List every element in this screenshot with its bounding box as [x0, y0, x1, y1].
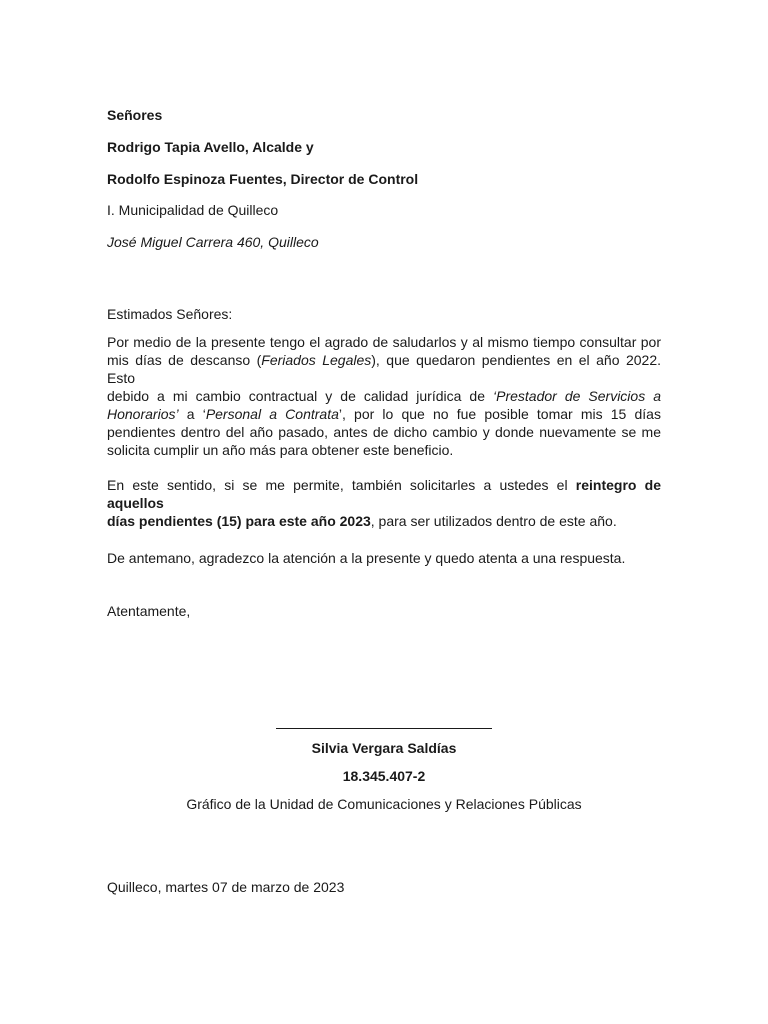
paragraph-1-line-5-text: pendientes dentro del año pasado, antes de dicho cambio y donde nuevamente se me — [107, 424, 661, 440]
recipient-director: Rodolfo Espinoza Fuentes, Director de Control — [107, 171, 419, 187]
body-paragraph-3: De antemano, agradezco la atención a la presente y quedo atenta a una respuesta. — [107, 550, 626, 566]
paragraph-1-line-2-text-a: mis días de descanso ( — [107, 352, 262, 368]
paragraph-1-line-4-italic-c: Personal a Contrata — [205, 406, 339, 422]
paragraph-1-line-3-text-a: debido a mi cambio contractual y de calidad jurídica de — [107, 388, 493, 404]
paragraph-1-line-2-italic: Feriados Legales — [261, 352, 372, 368]
paragraph-1-line-2 — [107, 351, 661, 387]
signature-line — [276, 728, 492, 729]
signatory-name: Silvia Vergara Saldías — [311, 740, 457, 756]
place-date: Quilleco, martes 07 de marzo de 2023 — [107, 879, 345, 895]
paragraph-1-line-4 — [107, 405, 661, 423]
body-paragraph-2 — [107, 476, 661, 530]
paragraph-1-line-1 — [107, 333, 661, 351]
paragraph-1-line-3-italic: ‘Prestador de Servicios a — [493, 388, 661, 404]
paragraph-1-line-5 — [107, 423, 661, 441]
paragraph-1-line-2-text-c: ), que quedaron pendientes en el año 2022. Esto — [107, 352, 661, 386]
signatory-id: 18.345.407-2 — [342, 768, 426, 784]
paragraph-2-line-1-bold: reintegro de aquellos — [107, 477, 661, 511]
paragraph-1-line-4-italic-a: Honorarios’ — [107, 406, 179, 422]
paragraph-1-line-3 — [107, 387, 661, 405]
paragraph-2-line-1-text: En este sentido, si se me permite, también solicitarles a ustedes el — [107, 477, 576, 493]
salutation-header: Señores — [107, 107, 163, 123]
closing: Atentamente, — [107, 603, 191, 619]
paragraph-2-line-1 — [107, 476, 661, 512]
paragraph-2-line-2-bold: días pendientes (15) para este año 2023 — [107, 513, 371, 529]
paragraph-1-line-4-text-b: a ‘ — [178, 406, 206, 422]
paragraph-1-line-4-text-d: ’, por lo que no fue posible tomar mis 15 días — [338, 406, 661, 422]
signatory-role: Gráfico de la Unidad de Comunicaciones y Relaciones Públicas — [186, 796, 582, 812]
body-paragraph-1 — [107, 333, 661, 459]
paragraph-1-line-6 — [107, 441, 661, 459]
paragraph-1-line-1-text: Por medio de la presente tengo el agrado de saludarlos y al mismo tiempo consultar por — [107, 334, 661, 350]
paragraph-2-line-2-text: , para ser utilizados dentro de este año. — [370, 513, 617, 529]
greeting: Estimados Señores: — [107, 306, 233, 322]
institution-address: José Miguel Carrera 460, Quilleco — [107, 234, 319, 250]
institution-name: I. Municipalidad de Quilleco — [107, 202, 279, 218]
paragraph-2-line-2 — [107, 512, 661, 530]
paragraph-1-line-6-text: solicita cumplir un año más para obtener este beneficio. — [107, 442, 454, 458]
recipient-mayor: Rodrigo Tapia Avello, Alcalde y — [107, 139, 314, 155]
